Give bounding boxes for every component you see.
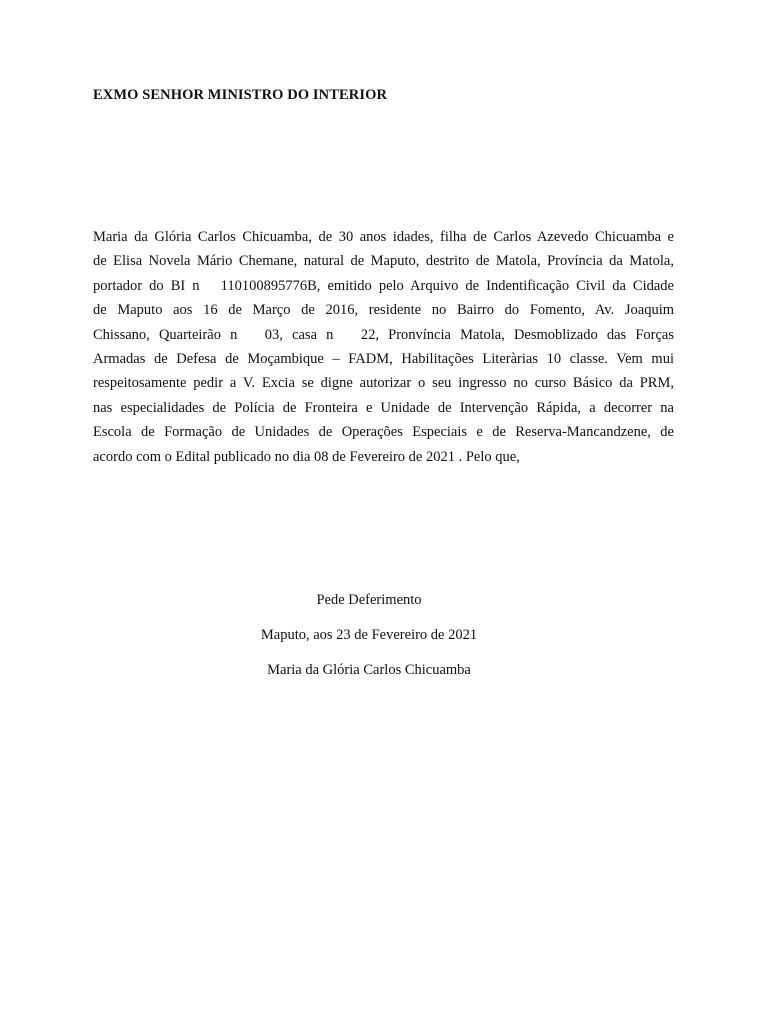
body-line: portador do BI n 110100895776B, emitido pelo Arquivo de Indentificação Civil da Cidade [93,277,674,294]
body-line: nas especialidades de Polícia de Fronteira e Unidade de Intervenção Rápida, a decorrer na [93,399,674,416]
closing-place-date: Maputo, aos 23 de Fevereiro de 2021 [260,627,478,643]
body-line: Armadas de Defesa de Moçambique – FADM, Habilitações Literàrias 10 classe. Vem mui [93,350,674,367]
body-line: acordo com o Edital publicado no dia 08 de Fevereiro de 2021 . Pelo que, [93,448,520,465]
document-heading: EXMO SENHOR MINISTRO DO INTERIOR [93,87,388,103]
body-paragraph [93,225,674,469]
body-line: Escola de Formação de Unidades de Operações Especiais e de Reserva-Mancandzene, de [93,424,674,441]
body-line: Chissano, Quarteirão n 03, casa n 22, Pronvíncia Matola, Desmoblizado das Forças [93,326,674,343]
body-line: Maria da Glória Carlos Chicuamba, de 30 anos idades, filha de Carlos Azevedo Chicuamba e [93,229,674,245]
closing-signature-name: Maria da Glória Carlos Chicuamba [267,662,471,678]
closing-request: Pede Deferimento [316,592,422,608]
body-line: de Maputo aos 16 de Março de 2016, residente no Bairro do Fomento, Av. Joaquim [93,302,674,319]
body-line: respeitosamente pedir a V. Excia se digne autorizar o seu ingresso no curso Básico da PRM, [93,375,674,392]
body-line: de Elisa Novela Mário Chemane, natural de Maputo, destrito de Matola, Província da Matola, [93,253,674,270]
